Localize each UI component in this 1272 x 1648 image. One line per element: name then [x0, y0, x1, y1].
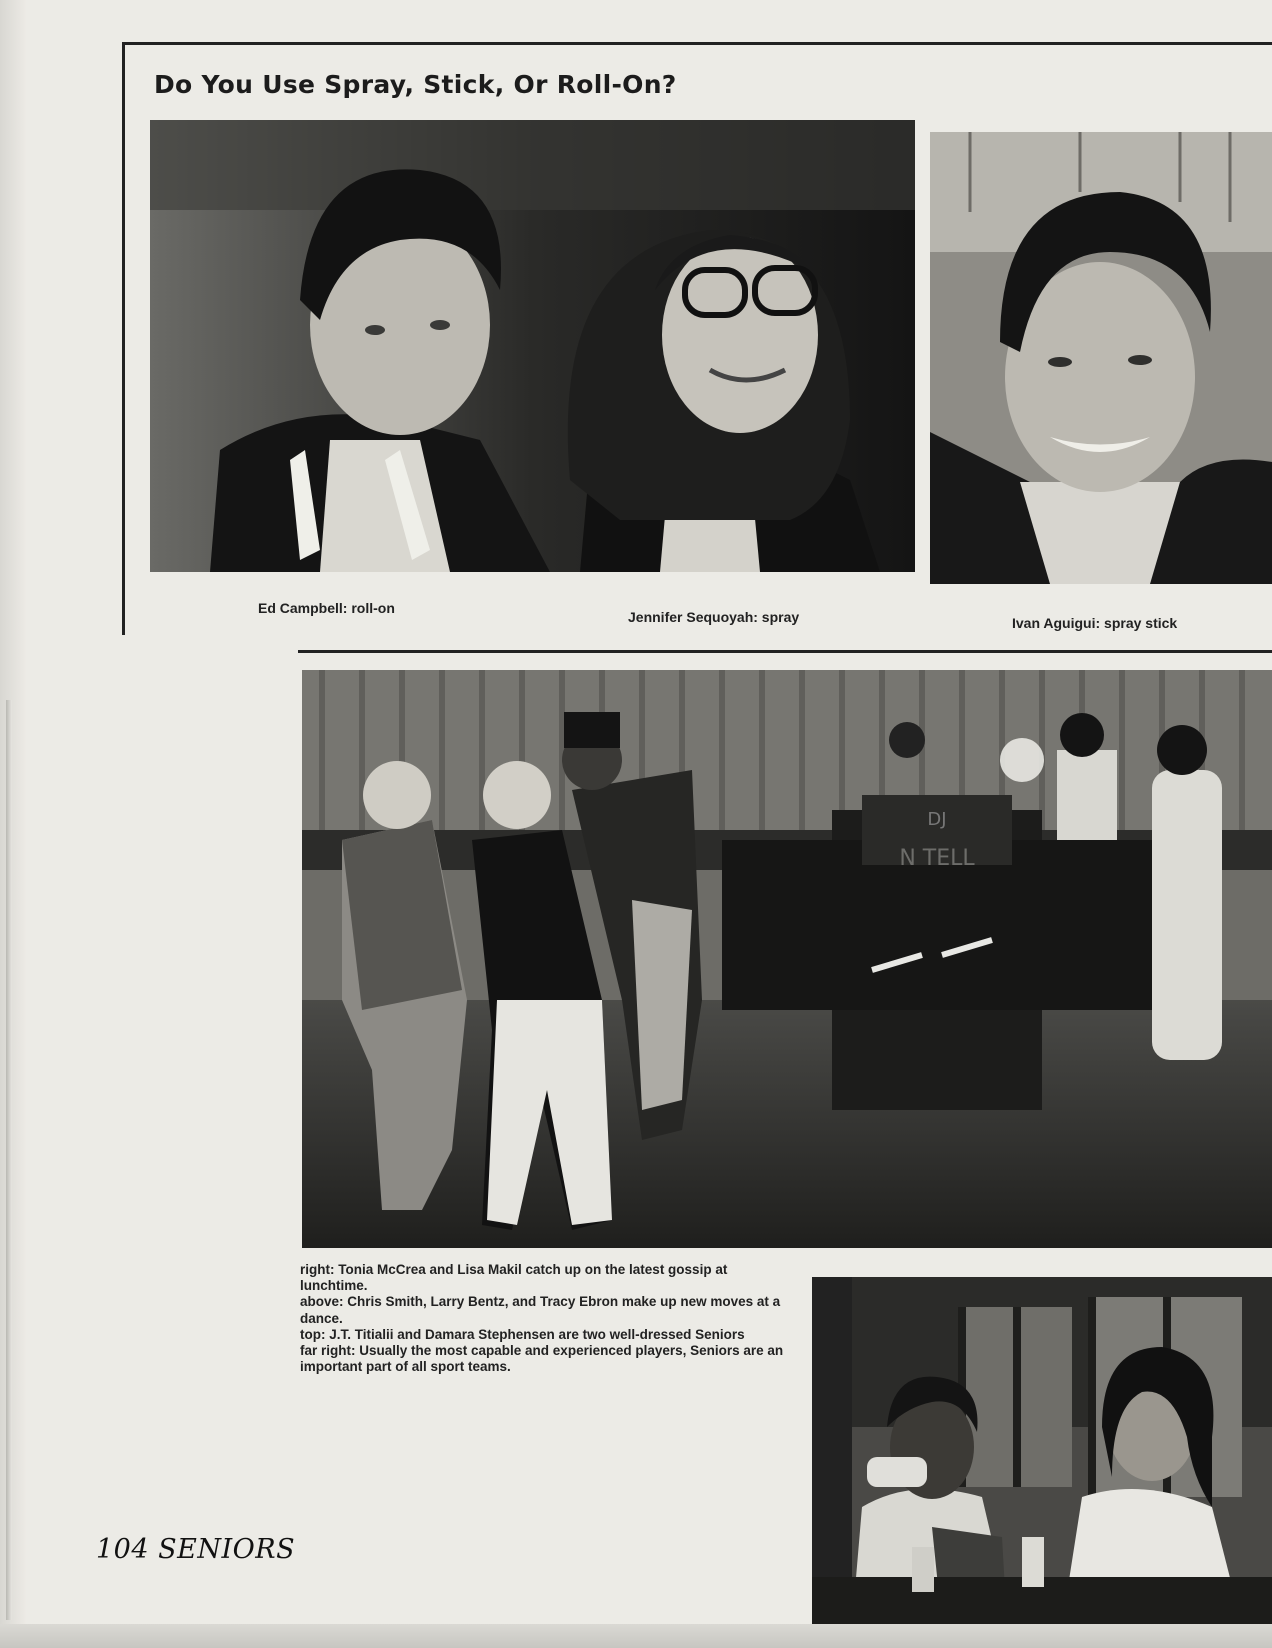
page-folio: 104 SENIORS — [96, 1534, 296, 1565]
page-binding — [0, 0, 26, 1648]
story-captions — [300, 1262, 798, 1375]
photo-lunchtime — [812, 1277, 1272, 1625]
photo-ivan — [930, 132, 1272, 584]
dj-sign-line-2: N TELL — [899, 846, 975, 871]
feature-title: Do You Use Spray, Stick, Or Roll-On? — [154, 70, 677, 99]
portrait-caption-jennifer: Jennifer Sequoyah: spray — [628, 609, 800, 625]
binding-shadow — [6, 700, 12, 1620]
caption-above: above: Chris Smith, Larry Bentz, and Tracy Ebron make up new moves at a dance. — [300, 1294, 781, 1326]
caption-far-right: far right: Usually the most capable and experienced players, Seniors are an important part of all sport teams. — [300, 1343, 784, 1375]
portrait-caption-ed: Ed Campbell: roll-on — [258, 600, 395, 616]
dj-sign-line-1: DJ — [927, 809, 947, 830]
portrait-caption-ivan: Ivan Aguigui: spray stick — [1012, 615, 1178, 631]
section-rule — [298, 650, 1272, 653]
photo-dance — [302, 670, 1272, 1248]
photo-ed-and-jennifer — [150, 120, 915, 572]
caption-right: right: Tonia McCrea and Lisa Makil catch up on the latest gossip at lunchtime. — [300, 1262, 728, 1294]
page-bottom-edge — [0, 1624, 1272, 1648]
caption-top: top: J.T. Titialii and Damara Stephensen are two well-dressed Seniors — [300, 1326, 745, 1342]
